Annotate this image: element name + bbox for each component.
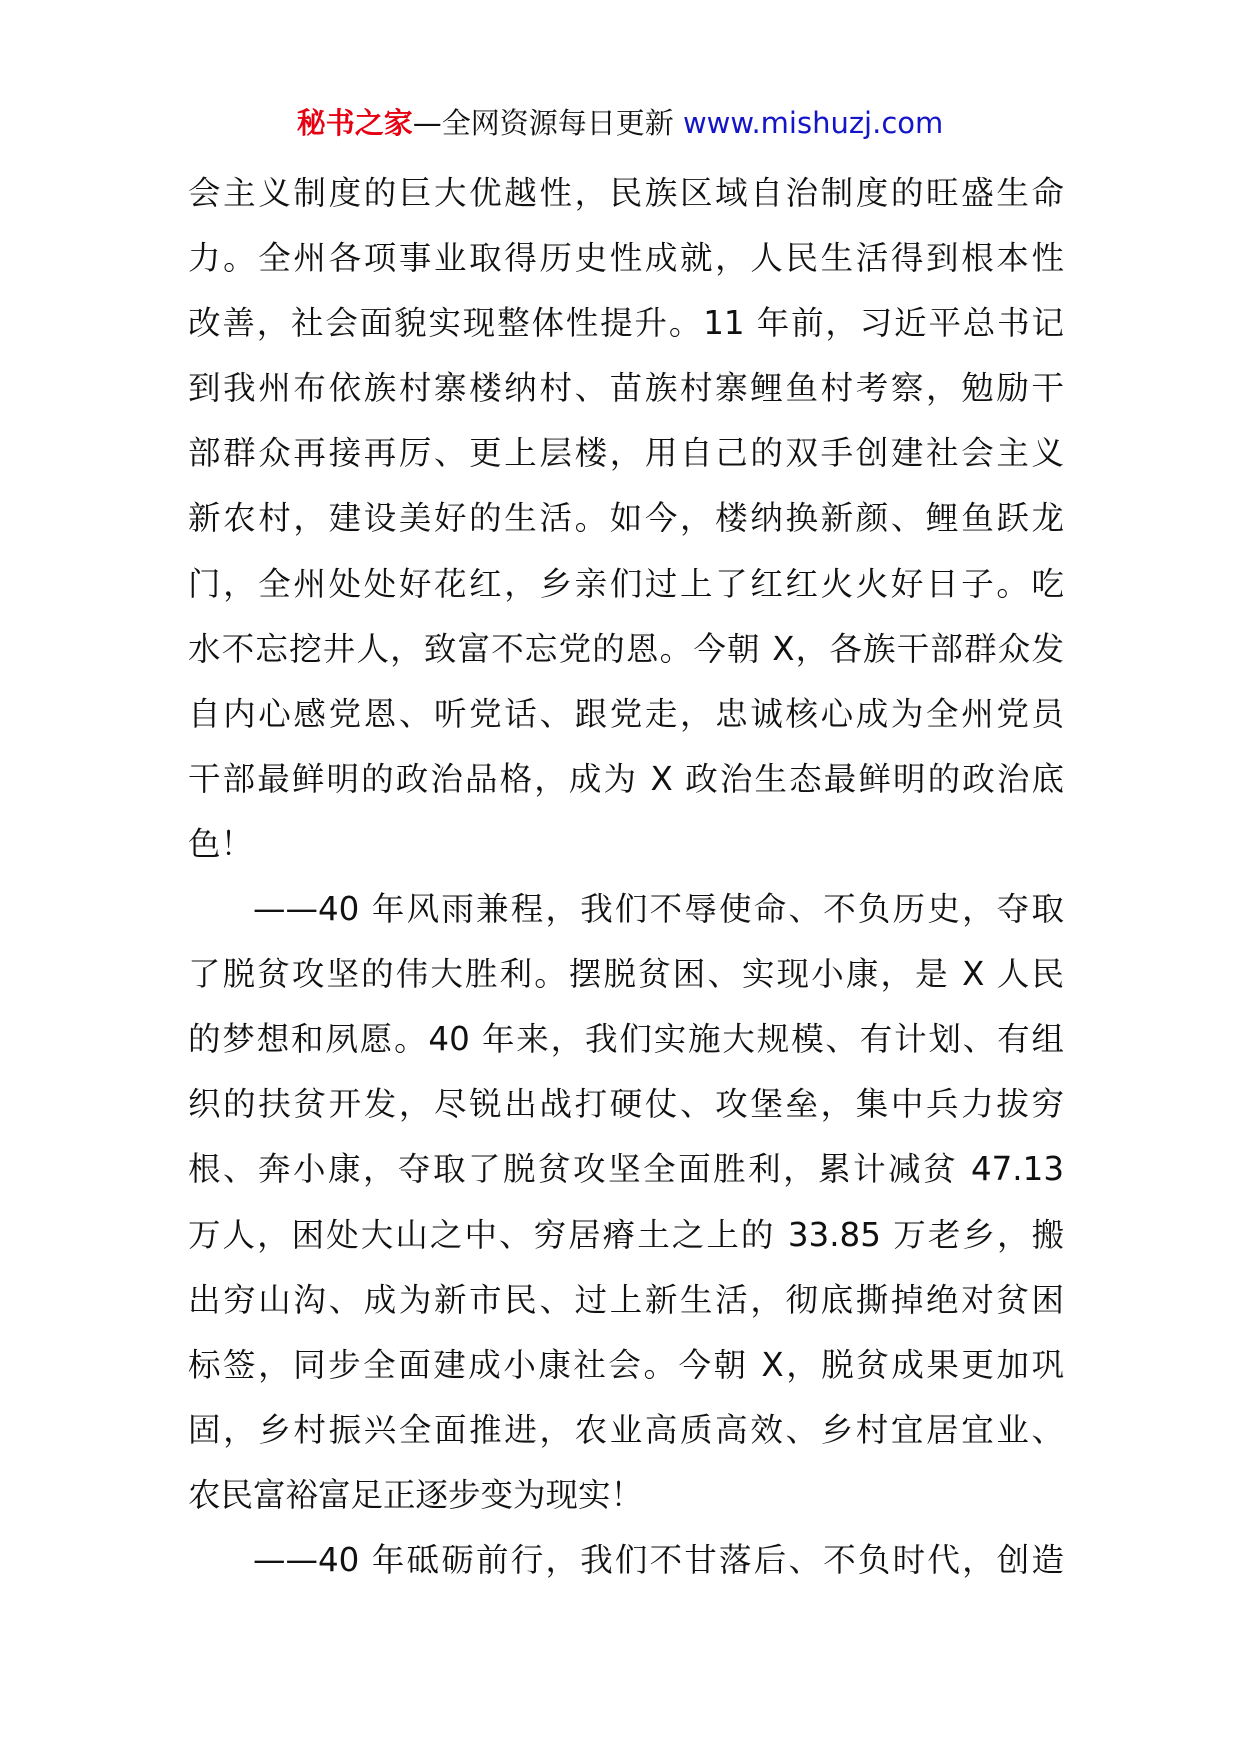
text-line: 力。全州各项事业取得历史性成就，人民生活得到根本性 <box>188 239 1064 278</box>
site-url-link[interactable]: www.mishuzj.com <box>682 106 944 140</box>
text-line: 新农村，建设美好的生活。如今，楼纳换新颜、鲤鱼跃龙 <box>188 499 1064 538</box>
text-line: 到我州布依族村寨楼纳村、苗族村寨鲤鱼村考察，勉励干 <box>188 369 1064 408</box>
text-line: 水不忘挖井人，致富不忘党的恩。今朝 X，各族干部群众发 <box>188 629 1064 668</box>
text-line: 的梦想和夙愿。40 年来，我们实施大规模、有计划、有组 <box>188 1020 1064 1059</box>
text-line: 固，乡村振兴全面推进，农业高质高效、乡村宜居宜业、 <box>188 1410 1064 1449</box>
text-line: 干部最鲜明的政治品格，成为 X 政治生态最鲜明的政治底 <box>188 759 1064 798</box>
text-line: 出穷山沟、成为新市民、过上新生活，彻底撕掉绝对贫困 <box>188 1280 1064 1319</box>
paragraph-start-line: ——40 年风雨兼程，我们不辱使命、不负历史，夺取 <box>253 890 1064 929</box>
text-line: 自内心感党恩、听党话、跟党走，忠诚核心成为全州党员 <box>188 694 1064 733</box>
text-line: 了脱贫攻坚的伟大胜利。摆脱贫困、实现小康，是 X 人民 <box>188 955 1064 994</box>
header-slogan: —全网资源每日更新 <box>412 106 674 140</box>
text-line: 织的扶贫开发，尽锐出战打硬仗、攻堡垒，集中兵力拔穷 <box>188 1085 1064 1124</box>
paragraph-start-line: ——40 年砥砺前行，我们不甘落后、不负时代，创造 <box>253 1540 1064 1579</box>
text-line: 改善，社会面貌实现整体性提升。11 年前，习近平总书记 <box>188 304 1064 343</box>
text-line: 会主义制度的巨大优越性，民族区域自治制度的旺盛生命 <box>188 174 1064 212</box>
brand-name: 秘书之家 <box>296 106 413 140</box>
text-line: 部群众再接再厉、更上层楼，用自己的双手创建社会主义 <box>188 434 1064 473</box>
text-line: 根、奔小康，夺取了脱贫攻坚全面胜利，累计减贫 47.13 <box>188 1150 1064 1189</box>
text-line: 农民富裕富足正逐步变为现实！ <box>188 1475 644 1514</box>
text-line: 门，全州处处好花红，乡亲们过上了红红火火好日子。吃 <box>188 564 1064 603</box>
text-line: 色！ <box>188 824 254 863</box>
document-body <box>188 161 1064 1593</box>
text-line: 标签，同步全面建成小康社会。今朝 X，脱贫成果更加巩 <box>188 1345 1064 1384</box>
text-line: 万人，困处大山之中、穷居瘠土之上的 33.85 万老乡，搬 <box>188 1215 1064 1254</box>
site-header <box>0 101 1240 145</box>
